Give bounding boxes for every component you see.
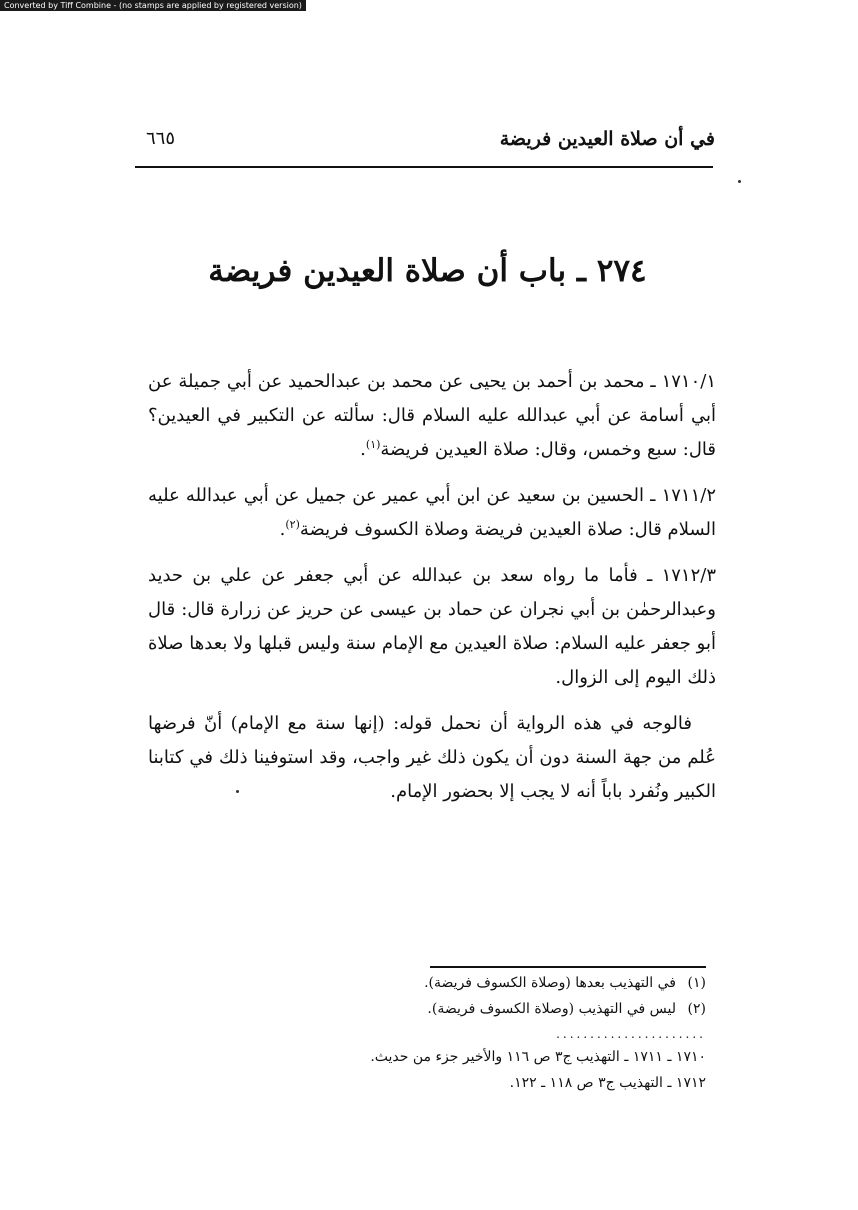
main-text [148, 365, 716, 821]
footnote-text: ليس في التهذيب (وصلاة الكسوف فريضة). [427, 1001, 676, 1017]
footnote-rule [430, 966, 706, 968]
scan-speck [738, 180, 741, 183]
commentary-paragraph [148, 707, 716, 809]
chapter-heading: ٢٧٤ ـ باب أن صلاة العيدين فريضة [208, 253, 647, 289]
footnote [300, 970, 706, 996]
footnote-number: (١) [687, 975, 706, 991]
hadith-text: ١٧١٢/٣ ـ فأما ما رواه سعد بن عبدالله عن أبي جعفر عن علي بن حديد وعبدالرحمٰن بن أبي نجران عن حماد بن عيسى عن حريز عن زرارة قال: قال أبو جعفر عليه السلام: صلاة العيدين مع الإمام سنة وليس قبلها ولا بعدها صلاة ذلك اليوم إلى الزوال. [148, 565, 716, 688]
hadith-paragraph [148, 479, 716, 547]
footnote-reference: (١) [365, 438, 381, 451]
hadith-paragraph [148, 559, 716, 695]
page-number: ٦٦٥ [146, 128, 176, 149]
page-header [140, 124, 715, 164]
footnote-reference: (٢) [285, 518, 300, 531]
hadith-text: ١٧١٠/١ ـ محمد بن أحمد بن يحيى عن محمد بن عبدالحميد عن أبي جميلة عن أبي أسامة عن أبي عبدالله عليه السلام قال: سألته عن التكبير في العيدين؟ قال: سبع وخمس، وقال: صلاة العيدين فريضة [148, 371, 716, 460]
footnote [300, 996, 706, 1022]
sentence-end: . [360, 439, 366, 460]
dotted-separator: ...................... [556, 1027, 706, 1041]
sentence-end: . [279, 519, 286, 540]
hadith-text: ١٧١١/٢ ـ الحسين بن سعيد عن ابن أبي عمير عن جميل عن أبي عبدالله عليه السلام قال: صلاة العيدين فريضة وصلاة الكسوف فريضة [148, 485, 716, 540]
commentary-text: فالوجه في هذه الرواية أن نحمل قوله: (إنها سنة مع الإمام) أنّ فرضها عُلم من جهة السنة دون أن يكون ذلك غير واجب، وقد استوفينا ذلك في كتابنا الكبير ونُفرد باباً أنه لا يجب إلا بحضور الإمام. [148, 713, 716, 802]
footnote-number: (٢) [687, 1001, 706, 1017]
running-title: في أن صلاة العيدين فريضة [499, 128, 715, 150]
source-note: ١٧١٠ ـ ١٧١١ ـ التهذيب ج٣ ص ١١٦ والأخير جزء من حديث. [370, 1049, 706, 1065]
hadith-paragraph [148, 365, 716, 467]
header-rule [135, 166, 713, 168]
footnotes [300, 970, 706, 1096]
source-note: ١٧١٢ ـ التهذيب ج٣ ص ١١٨ ـ ١٢٢. [509, 1075, 706, 1091]
converter-watermark-banner: Converted by Tiff Combine - (no stamps are applied by registered version) [0, 0, 306, 11]
footnote-text: في التهذيب بعدها (وصلاة الكسوف فريضة). [424, 975, 676, 991]
